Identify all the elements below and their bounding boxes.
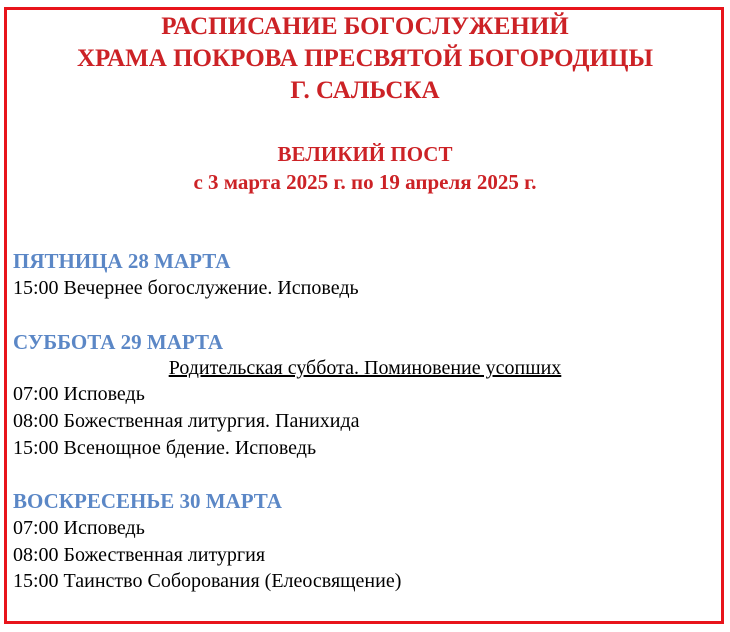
title-line-2: ХРАМА ПОКРОВА ПРЕСВЯТОЙ БОГОРОДИЦЫ (77, 45, 653, 72)
day-heading-sunday: ВОСКРЕСЕНЬЕ 30 МАРТА (13, 489, 282, 513)
page-title (0, 11, 730, 107)
period-dates: с 3 марта 2025 г. по 19 апреля 2025 г. (193, 170, 537, 194)
service-line: 15:00 Всенощное бдение. Исповедь (13, 437, 317, 459)
service-line: 08:00 Божественная литургия (13, 544, 266, 566)
title-line-3: Г. САЛЬСКА (290, 77, 440, 104)
service-line: 15:00 Вечернее богослужение. Исповедь (13, 277, 359, 299)
service-line: 07:00 Исповедь (13, 383, 145, 405)
period-name: ВЕЛИКИЙ ПОСТ (277, 142, 453, 166)
service-line: 08:00 Божественная литургия. Панихида (13, 410, 360, 432)
day-heading-saturday: СУББОТА 29 МАРТА (13, 330, 224, 354)
day-heading-friday: ПЯТНИЦА 28 МАРТА (13, 249, 231, 273)
service-line: 07:00 Исповедь (13, 517, 145, 539)
service-line: 15:00 Таинство Соборования (Елеосвящение) (13, 570, 402, 592)
day-note: Родительская суббота. Поминовение усопших (168, 357, 562, 379)
title-line-1: РАСПИСАНИЕ БОГОСЛУЖЕНИЙ (161, 13, 569, 40)
